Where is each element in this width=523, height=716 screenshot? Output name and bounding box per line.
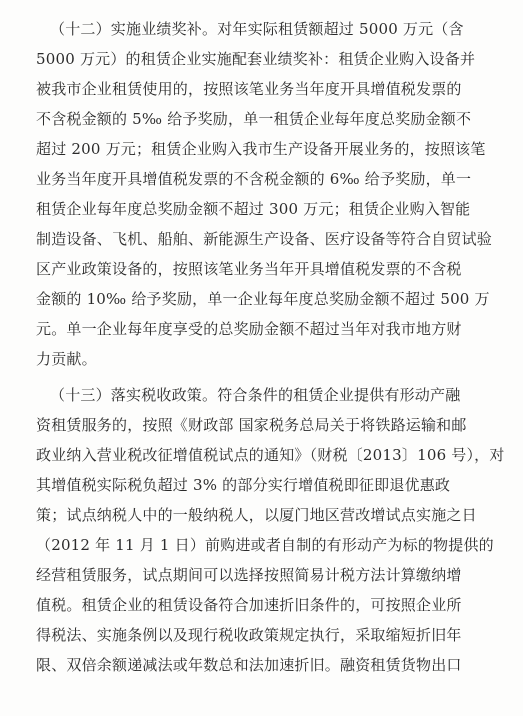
text-line: 被我市企业租赁使用的，按照该笔业务当年度开具增值税发票的	[36, 80, 462, 98]
document-text	[36, 14, 505, 680]
text-line: 超过 200 万元；租赁企业购入我市生产设备开展业务的，按照该笔	[36, 140, 486, 158]
text-line: 不含税金额的 5‰ 给予奖励，单一租赁企业每年度总奖励金额不	[36, 110, 472, 128]
text-line: 得税法、实施条例以及现行税收政策规定执行，采取缩短折旧年	[36, 626, 462, 644]
text-line: 力贡献。	[36, 350, 97, 368]
text-line: 元。单一企业每年度享受的总奖励金额不超过当年对我市地方财	[36, 320, 462, 338]
text-line: （十三）落实税收政策。符合条件的租赁企业提供有形动产融	[50, 386, 461, 404]
text-line: 策；试点纳税人中的一般纳税人，以厦门地区营改增试点实施之日	[36, 506, 477, 524]
text-line: 值税。租赁企业的租赁设备符合加速折旧条件的，可按照企业所	[36, 596, 462, 614]
text-line: 5000 万元）的租赁企业实施配套业绩奖补：租赁企业购入设备并	[36, 50, 476, 68]
text-line: 制造设备、飞机、船舶、新能源生产设备、医疗设备等符合自贸试验	[36, 230, 493, 248]
text-line: 其增值税实际税负超过 3% 的部分实行增值税即征即退优惠政	[36, 476, 451, 494]
paragraph-item-13	[36, 380, 505, 680]
text-line: 业务当年度开具增值税发票的不含税金额的 6‰ 给予奖励，单一	[36, 170, 472, 188]
text-line: 政业纳入营业税改征增值税试点的通知》（财税〔2013〕106 号），对	[36, 446, 505, 464]
text-line: （2012 年 11 月 1 日）前购进或者自制的有形动产为标的物提供的	[36, 536, 494, 554]
text-line: （十二）实施业绩奖补。对年实际租赁额超过 5000 万元（含	[50, 20, 464, 38]
text-line: 经营租赁服务，试点期间可以选择按照简易计税方法计算缴纳增	[36, 566, 462, 584]
text-line: 金额的 10‰ 给予奖励，单一企业每年度总奖励金额不超过 500 万	[36, 290, 490, 308]
text-line: 区产业政策设备的，按照该笔业务当年开具增值税发票的不含税	[36, 260, 462, 278]
paragraph-item-12	[36, 14, 496, 374]
text-line: 限、双倍余额递减法或年数总和法加速折旧。融资租赁货物出口	[36, 656, 462, 674]
text-line: 租赁企业每年度总奖励金额不超过 300 万元；租赁企业购入智能	[36, 200, 471, 218]
text-line: 资租赁服务的，按照《财政部 国家税务总局关于将铁路运输和邮	[36, 416, 467, 434]
